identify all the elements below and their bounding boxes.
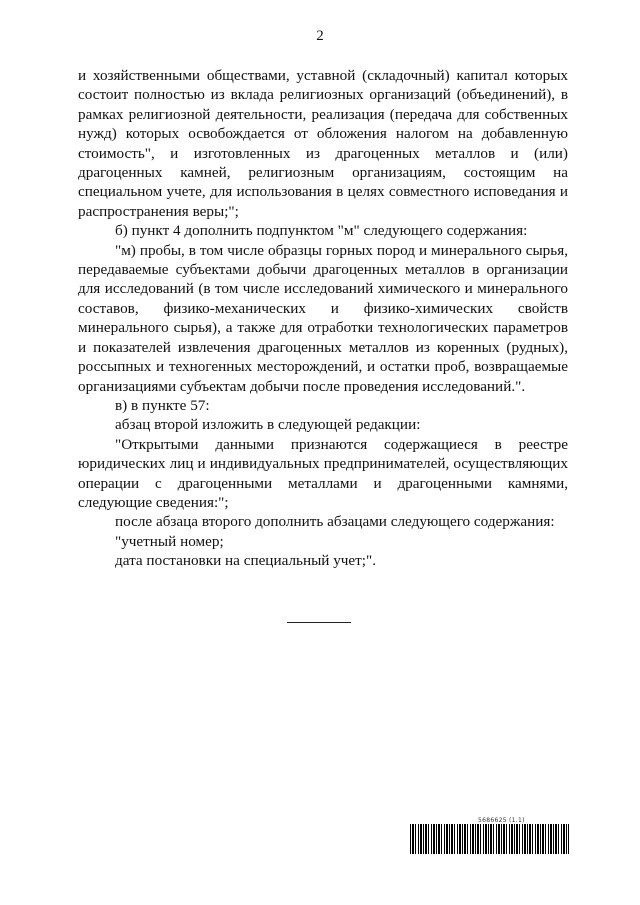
end-separator-line [287, 622, 351, 623]
barcode-image [410, 824, 569, 854]
barcode-caption: 5686625 (1.1) [478, 817, 525, 824]
paragraph-open-data: "Открытыми данными признаются содержащиеся в реестре юридических лиц и индивидуальных предпринимателей, осуществляющих операции с драгоценными металлами и драгоценными камнями, следующие сведения:"; [78, 435, 568, 511]
paragraph-registration-date: дата постановки на специальный учет;". [115, 552, 377, 570]
paragraph-item-b: б) пункт 4 дополнить подпунктом "м" следующего содержания: [115, 222, 528, 240]
document-body [78, 66, 568, 571]
paragraph-subitem-m: "м) пробы, в том числе образцы горных пород и минерального сырья, передаваемые субъектами добычи драгоценных металлов в организации для исследований (в том числе исследований химического и минерального составов, физико-механических и физико-химических свойств минерального сырья), а также для отработки технологических параметров и показателей извлечения драгоценных металлов из коренных (рудных), россыпных и техногенных месторождений, и остатки проб, возвращаемые организациями субъектам добычи после проведения исследований.". [78, 241, 568, 395]
paragraph-continuation: и хозяйственными обществами, уставной (складочный) капитал которых состоит полностью из вклада религиозных организаций (объединений), в рамках религиозной деятельности, реализация (передача для собственных нужд) которых освобождается от обложения налогом на добавленную стоимость", и изготовленных из драгоценных металлов и (или) драгоценных камней, религиозным организациям, состоящим на специальном учете, для использования в целях совместного исповедания и распространения веры;"; [78, 67, 568, 220]
paragraph-item-v: в) в пункте 57: [115, 396, 210, 414]
paragraph-addition-instruction: после абзаца второго дополнить абзацами следующего содержания: [115, 513, 555, 531]
paragraph-instruction: абзац второй изложить в следующей редакции: [115, 416, 421, 434]
page-number: 2 [316, 28, 324, 44]
paragraph-account-number: "учетный номер; [115, 532, 224, 550]
